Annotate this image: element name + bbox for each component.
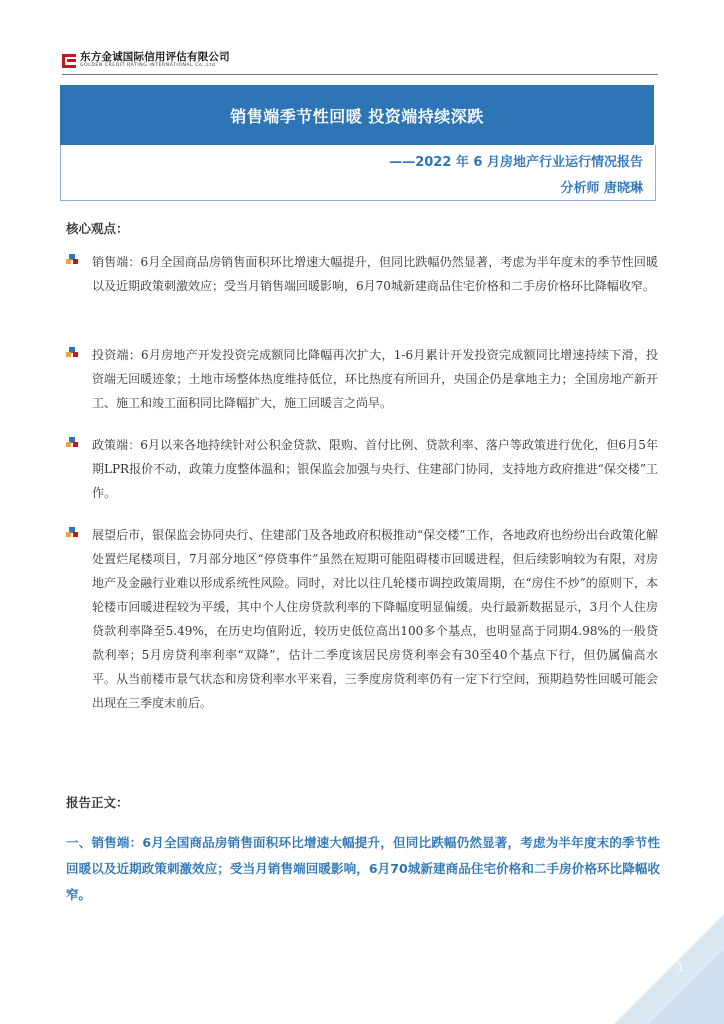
core-views-heading: 核心观点： — [66, 221, 129, 236]
core-view-item — [66, 433, 658, 505]
corner-decoration — [574, 874, 724, 1024]
company-logo — [62, 52, 230, 69]
report-body-first-paragraph: 一、销售端：6月全国商品房销售面积环比增速大幅提升，但同比跌幅仍然显著，考虑为半年度末的季节性回暖以及近期政策刺激效应；受当月销售端回暖影响，6月70城新建商品住宅价格和二手房价格环比降幅收窄。 — [66, 835, 660, 902]
bullet-icon — [66, 527, 78, 539]
analyst-name: 分析师 唐晓琳 — [560, 181, 643, 196]
core-view-item — [66, 523, 658, 715]
bullet-icon — [66, 254, 78, 266]
core-view-text: 投资端：6月房地产开发投资完成额同比降幅再次扩大，1-6月累计开发投资完成额同比增速持续下滑，投资端无回暖迹象；土地市场整体热度维持低位，环比热度有所回升，央国企仍是拿地主力；全国房地产新开工、施工和竣工面积同比降幅扩大，施工回暖言之尚早。 — [92, 348, 658, 410]
report-body-heading: 报告正文： — [66, 795, 129, 810]
bullet-icon — [66, 347, 78, 359]
header-rule — [62, 74, 658, 75]
bullet-icon — [66, 437, 78, 449]
report-title: 销售端季节性回暖 投资端持续深跌 — [230, 106, 484, 126]
company-logo-mark-icon — [62, 54, 76, 68]
core-view-text: 展望后市，银保监会协同央行、住建部门及各地政府积极推动“保交楼”工作，各地政府也纷纷出台政策化解处置烂尾楼项目，7月部分地区“停贷事件”虽然在短期可能阻碍楼市回暖进程，但后续影响较为有限，对房地产及金融行业难以形成系统性风险。同时，对比以往几轮楼市调控政策周期，在“房住不炒”的原则下，本轮楼市回暖进程较为平缓，其中个人住房贷款利率的下降幅度明显偏缓。央行最新数据显示，3月个人住房贷款利率降至5.49%，在历史均值附近，较历史低位高出100多个基点，也明显高于同期4.98%的一般贷款利率；5月房贷利率利率“双降”，估计二季度该居民房贷利率会有30至40个基点下行，但仍属偏高水平。从当前楼市景气状态和房贷利率水平来看，三季度房贷利率仍有一定下行空间，预期趋势性回暖可能会出现在三季度末前后。 — [92, 528, 658, 710]
report-subtitle: ——2022 年 6 月房地产行业运行情况报告 — [389, 155, 643, 170]
core-view-item — [66, 250, 658, 298]
company-name-cn: 东方金诚国际信用评估有限公司 — [80, 51, 230, 63]
subtitle-box — [60, 145, 656, 201]
company-name-en: GOLDEN CREDIT RATING INTERNATIONAL Co.,Ltd. — [80, 63, 218, 68]
core-view-text: 政策端：6月以来各地持续针对公积金贷款、限购、首付比例、贷款利率、落户等政策进行优化，但6月5年期LPR报价不动，政策力度整体温和；银保监会加强与央行、住建部门协同，支持地方政府推进“保交楼”工作。 — [92, 438, 658, 500]
core-view-text: 销售端：6月全国商品房销售面积环比增速大幅提升，但同比跌幅仍然显著，考虑为半年度末的季节性回暖以及近期政策刺激效应；受当月销售端回暖影响，6月70城新建商品住宅价格和二手房价格环比降幅收窄。 — [92, 255, 658, 293]
page-number: 1 — [677, 961, 684, 974]
title-banner — [60, 85, 654, 145]
core-view-item — [66, 343, 658, 415]
